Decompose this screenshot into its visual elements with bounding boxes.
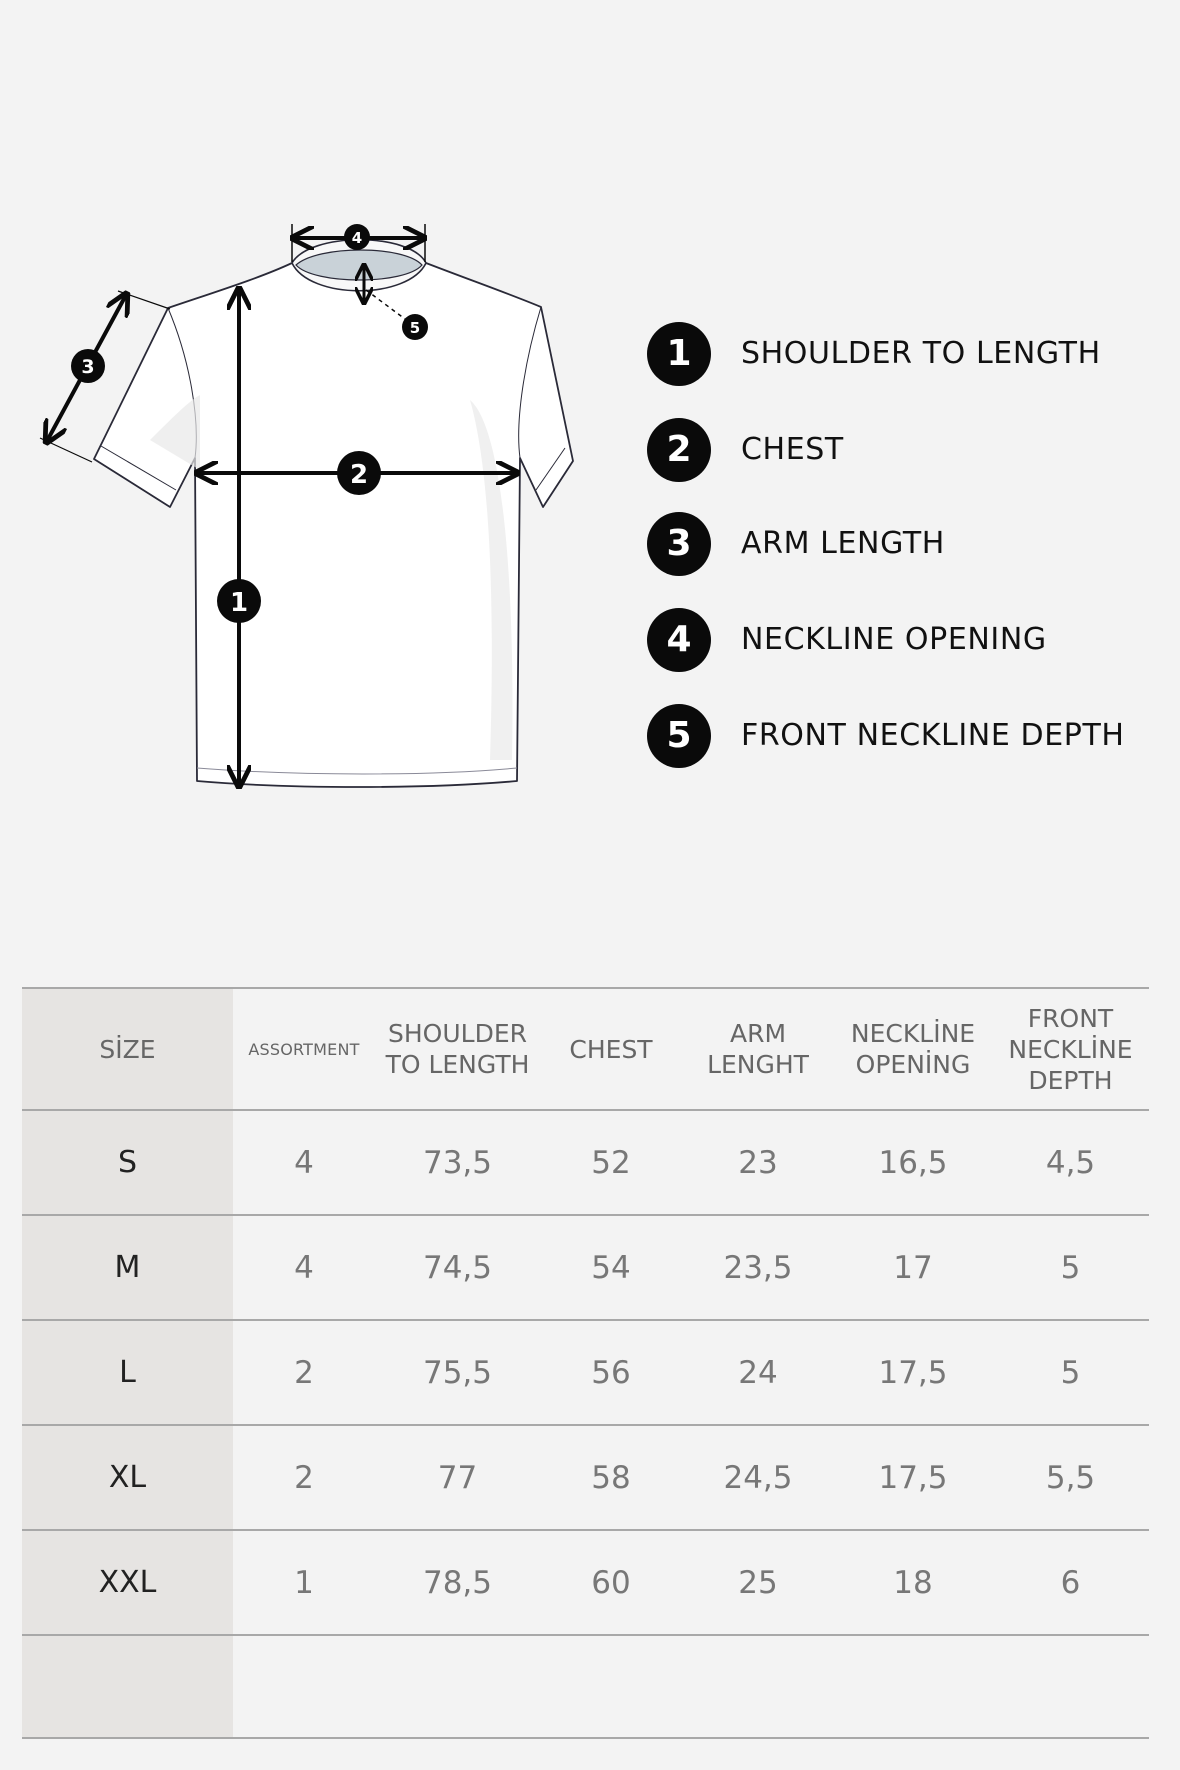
header-neckline-opening: NECKLİNE OPENİNG bbox=[850, 1019, 976, 1079]
svg-text:2: 2 bbox=[349, 460, 369, 490]
cell-shoulder-to-length: 75,5 bbox=[422, 1354, 493, 1391]
cell-assortment: 4 bbox=[294, 1249, 314, 1286]
marker-neckline-opening bbox=[344, 224, 370, 250]
legend-label: SHOULDER TO LENGTH bbox=[741, 336, 1101, 371]
table-row bbox=[22, 1530, 1149, 1635]
legend-number-badge: 4 bbox=[647, 608, 711, 672]
legend-number-badge: 3 bbox=[647, 512, 711, 576]
cell-neckline-opening: 18 bbox=[893, 1564, 933, 1601]
cell-front-neckline-depth: 5 bbox=[1060, 1249, 1081, 1286]
cell-shoulder-to-length: 78,5 bbox=[422, 1564, 493, 1601]
header-front-neckline-depth: FRONT NECKLİNE DEPTH bbox=[1008, 1003, 1133, 1095]
table-row bbox=[22, 1425, 1149, 1530]
table-blank-row bbox=[22, 1635, 1149, 1738]
tshirt-measurement-diagram bbox=[0, 0, 1180, 820]
legend-number-badge: 1 bbox=[647, 322, 711, 386]
marker-front-neckline-depth bbox=[402, 314, 428, 340]
cell-blank bbox=[682, 1635, 834, 1738]
cell-arm-length: 24 bbox=[738, 1354, 778, 1391]
cell-blank bbox=[22, 1635, 233, 1738]
cell-front-neckline-depth: 6 bbox=[1060, 1564, 1081, 1601]
table-header-row bbox=[22, 988, 1149, 1110]
legend-item-chest bbox=[647, 418, 1167, 484]
cell-blank bbox=[233, 1635, 375, 1738]
svg-text:1: 1 bbox=[229, 588, 249, 618]
legend-label: ARM LENGTH bbox=[741, 526, 945, 561]
marker-shoulder-to-length bbox=[217, 579, 261, 623]
cell-size: S bbox=[22, 1110, 233, 1215]
legend-label: CHEST bbox=[741, 432, 844, 467]
size-chart-table bbox=[22, 987, 1149, 1739]
cell-shoulder-to-length: 73,5 bbox=[422, 1144, 493, 1181]
cell-front-neckline-depth: 5 bbox=[1060, 1354, 1081, 1391]
cell-neckline-opening: 16,5 bbox=[878, 1144, 948, 1181]
cell-chest: 54 bbox=[591, 1249, 631, 1286]
legend-item-neckline-opening bbox=[647, 608, 1167, 674]
cell-shoulder-to-length: 77 bbox=[437, 1459, 478, 1496]
header-assortment: ASSORTMENT bbox=[248, 1039, 360, 1059]
legend-label: FRONT NECKLINE DEPTH bbox=[741, 718, 1125, 753]
table-row bbox=[22, 1215, 1149, 1320]
cell-front-neckline-depth: 4,5 bbox=[1045, 1144, 1096, 1181]
cell-shoulder-to-length: 74,5 bbox=[422, 1249, 493, 1286]
cell-blank bbox=[992, 1635, 1149, 1738]
legend-item-front-neckline-depth bbox=[647, 704, 1167, 770]
cell-size: L bbox=[22, 1320, 233, 1425]
cell-chest: 56 bbox=[591, 1354, 631, 1391]
svg-text:4: 4 bbox=[351, 229, 363, 247]
cell-size: XXL bbox=[22, 1530, 233, 1635]
cell-arm-length: 25 bbox=[738, 1564, 778, 1601]
cell-blank bbox=[834, 1635, 992, 1738]
cell-neckline-opening: 17,5 bbox=[878, 1459, 948, 1496]
header-chest: CHEST bbox=[569, 1034, 653, 1064]
cell-neckline-opening: 17,5 bbox=[878, 1354, 948, 1391]
cell-neckline-opening: 17 bbox=[893, 1249, 933, 1286]
header-arm-length: ARM LENGHT bbox=[707, 1019, 809, 1079]
cell-size: XL bbox=[22, 1425, 233, 1530]
cell-size: M bbox=[22, 1215, 233, 1320]
tshirt-outline bbox=[94, 240, 573, 787]
cell-blank bbox=[540, 1635, 682, 1738]
cell-chest: 60 bbox=[591, 1564, 631, 1601]
table-row bbox=[22, 1320, 1149, 1425]
legend-number-badge: 5 bbox=[647, 704, 711, 768]
header-size: SİZE bbox=[22, 988, 233, 1110]
cell-arm-length: 23 bbox=[738, 1144, 778, 1181]
legend-label: NECKLINE OPENING bbox=[741, 622, 1047, 657]
cell-front-neckline-depth: 5,5 bbox=[1045, 1459, 1096, 1496]
legend-item-shoulder-to-length bbox=[647, 322, 1167, 388]
legend-item-arm-length bbox=[647, 512, 1167, 578]
cell-arm-length: 24,5 bbox=[723, 1459, 793, 1496]
cell-assortment: 1 bbox=[294, 1564, 314, 1601]
header-shoulder-to-length: SHOULDER TO LENGTH bbox=[385, 1019, 530, 1079]
marker-chest bbox=[337, 451, 381, 495]
cell-assortment: 2 bbox=[294, 1354, 314, 1391]
cell-arm-length: 23,5 bbox=[723, 1249, 793, 1286]
cell-blank bbox=[375, 1635, 540, 1738]
table-row bbox=[22, 1110, 1149, 1215]
marker-arm-length bbox=[71, 349, 105, 383]
svg-text:3: 3 bbox=[81, 356, 95, 378]
cell-chest: 52 bbox=[591, 1144, 631, 1181]
legend-number-badge: 2 bbox=[647, 418, 711, 482]
cell-assortment: 4 bbox=[294, 1144, 314, 1181]
svg-text:5: 5 bbox=[409, 319, 421, 337]
cell-assortment: 2 bbox=[294, 1459, 314, 1496]
cell-chest: 58 bbox=[591, 1459, 631, 1496]
